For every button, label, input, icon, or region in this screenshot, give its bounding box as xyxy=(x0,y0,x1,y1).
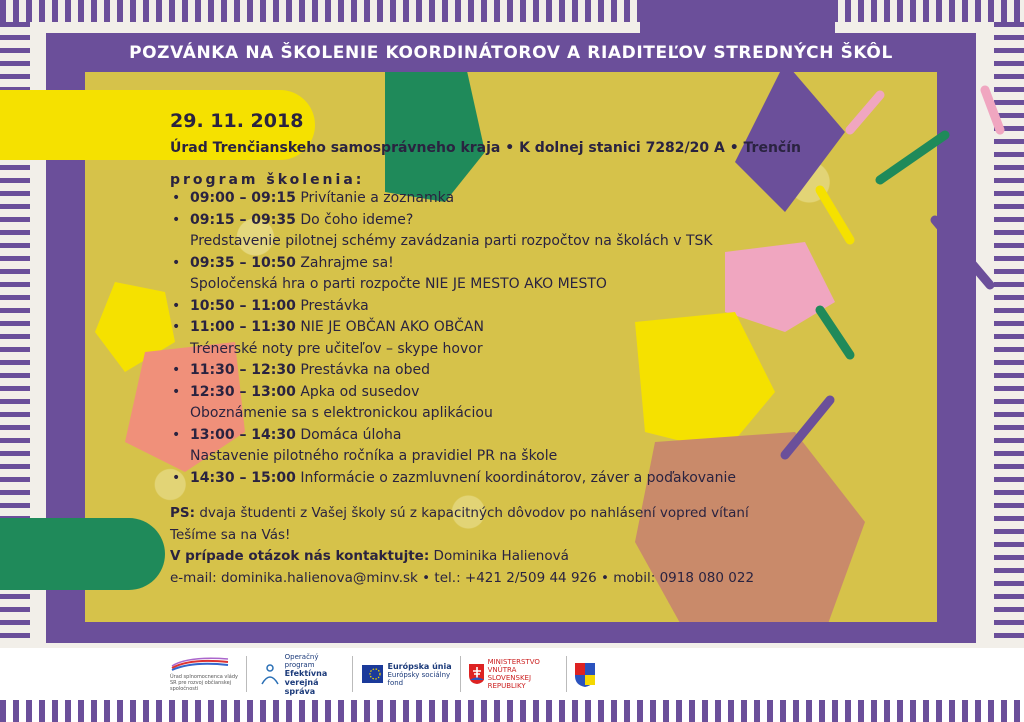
program-desc: Predstavenie pilotnej schémy zavádzania parti rozpočtov na školách v TSK xyxy=(190,233,713,249)
ps-note xyxy=(170,503,930,525)
logo-3-text-b: Európsky sociálny fond xyxy=(387,670,451,687)
logo-tsk xyxy=(574,654,604,694)
program-desc: Spoločenská hra o parti rozpočte NIE JE MESTO AKO MESTO xyxy=(190,276,607,292)
person-logo-icon xyxy=(258,662,281,686)
logo-2-text-b: Efektívna xyxy=(284,668,328,678)
program-list xyxy=(170,188,930,489)
program-title: NIE JE OBČAN AKO OBČAN xyxy=(300,319,484,335)
invitation-content xyxy=(170,110,930,589)
logo-4-text-a: MINISTERSTVO xyxy=(487,658,540,666)
regional-crest-icon xyxy=(574,660,596,688)
wave-logo-icon xyxy=(170,656,230,672)
program-item xyxy=(170,188,930,210)
program-item xyxy=(170,425,930,468)
program-heading: program školenia: xyxy=(170,172,365,188)
program-item xyxy=(170,253,930,296)
program-time: 09:15 – 09:35 xyxy=(190,211,296,228)
additional-info xyxy=(170,503,930,589)
program-item xyxy=(170,317,930,360)
program-time: 12:30 – 13:00 xyxy=(190,383,296,400)
ps-label: PS: xyxy=(170,505,196,521)
logo-1-text: Úrad splnomocnenca vlády SR pre rozvoj občianskej spoločnosti xyxy=(170,674,238,692)
event-venue: Úrad Trenčianskeho samosprávneho kraja • K dolnej stanici 7282/20 A • Trenčín xyxy=(170,140,801,156)
logo-separator xyxy=(566,656,567,692)
right-stripes xyxy=(994,22,1024,642)
program-time: 10:50 – 11:00 xyxy=(190,297,296,314)
logo-2-text-c: verejná správa xyxy=(284,677,319,696)
program-title: Privítanie a zoznamka xyxy=(300,190,455,206)
page-title: POZVÁNKA NA ŠKOLENIE KOORDINÁTOROV A RIADITEĽOV STREDNÝCH ŠKÔL xyxy=(129,43,893,63)
ps-text: dvaja študenti z Vašej školy sú z kapacitných dôvodov po nahlásení vopred vítaní xyxy=(199,505,749,521)
program-title: Informácie o zazmluvnení koordinátorov, záver a poďakovanie xyxy=(300,469,737,486)
program-item xyxy=(170,468,930,490)
logo-2-text-a: Operačný program xyxy=(284,652,319,669)
logo-separator xyxy=(460,656,461,692)
eu-flag-icon xyxy=(362,665,383,683)
bottom-stripes xyxy=(0,700,1024,722)
contact-person xyxy=(170,546,930,568)
logo-european-union xyxy=(362,654,454,694)
program-item xyxy=(170,382,930,425)
logo-operational-program xyxy=(258,654,348,694)
green-band xyxy=(0,518,165,590)
logo-strip xyxy=(0,648,1024,700)
program-item xyxy=(170,360,930,382)
program-time: 11:00 – 11:30 xyxy=(190,319,296,335)
program-desc: Oboznámenie sa s elektronickou aplikáciou xyxy=(190,405,493,421)
program-title: Do čoho ideme? xyxy=(300,211,414,228)
logo-ministry-interior xyxy=(468,654,560,694)
program-time: 09:35 – 10:50 xyxy=(190,254,296,271)
program-time: 09:00 – 09:15 xyxy=(190,190,296,206)
program-desc: Trénerské noty pre učiteľov – skype hovor xyxy=(190,340,483,357)
program-time: 11:30 – 12:30 xyxy=(190,362,296,378)
logo-separator xyxy=(246,656,247,692)
logo-3-text-a: Európska únia xyxy=(387,661,452,671)
program-item xyxy=(170,210,930,253)
contact-label: V prípade otázok nás kontaktujte: xyxy=(170,548,430,564)
program-title: Apka od susedov xyxy=(300,383,420,400)
logo-government-office xyxy=(170,654,238,694)
logo-4-text-c: SLOVENSKEJ REPUBLIKY xyxy=(487,674,532,690)
top-stripes xyxy=(0,0,1024,22)
program-title: Domáca úloha xyxy=(300,426,402,443)
logo-4-text-b: VNÚTRA xyxy=(487,666,517,674)
program-title: Prestávka xyxy=(300,297,369,314)
program-item xyxy=(170,296,930,318)
program-time: 14:30 – 15:00 xyxy=(190,469,296,486)
program-title: Zahrajme sa! xyxy=(300,254,394,271)
program-desc: Nastavenie pilotného ročníka a pravidiel PR na škole xyxy=(190,448,558,464)
closing-line: Tešíme sa na Vás! xyxy=(170,526,291,543)
program-time: 13:00 – 14:30 xyxy=(190,426,296,443)
contact-name: Dominika Halienová xyxy=(433,548,569,564)
slovak-coat-of-arms-icon xyxy=(468,663,484,685)
logo-separator xyxy=(352,656,353,692)
program-title: Prestávka na obed xyxy=(300,362,430,378)
contact-details: e-mail: dominika.halienova@minv.sk • tel.: +421 2/509 44 926 • mobil: 0918 080 022 xyxy=(170,569,755,586)
event-date: 29. 11. 2018 xyxy=(170,110,304,132)
